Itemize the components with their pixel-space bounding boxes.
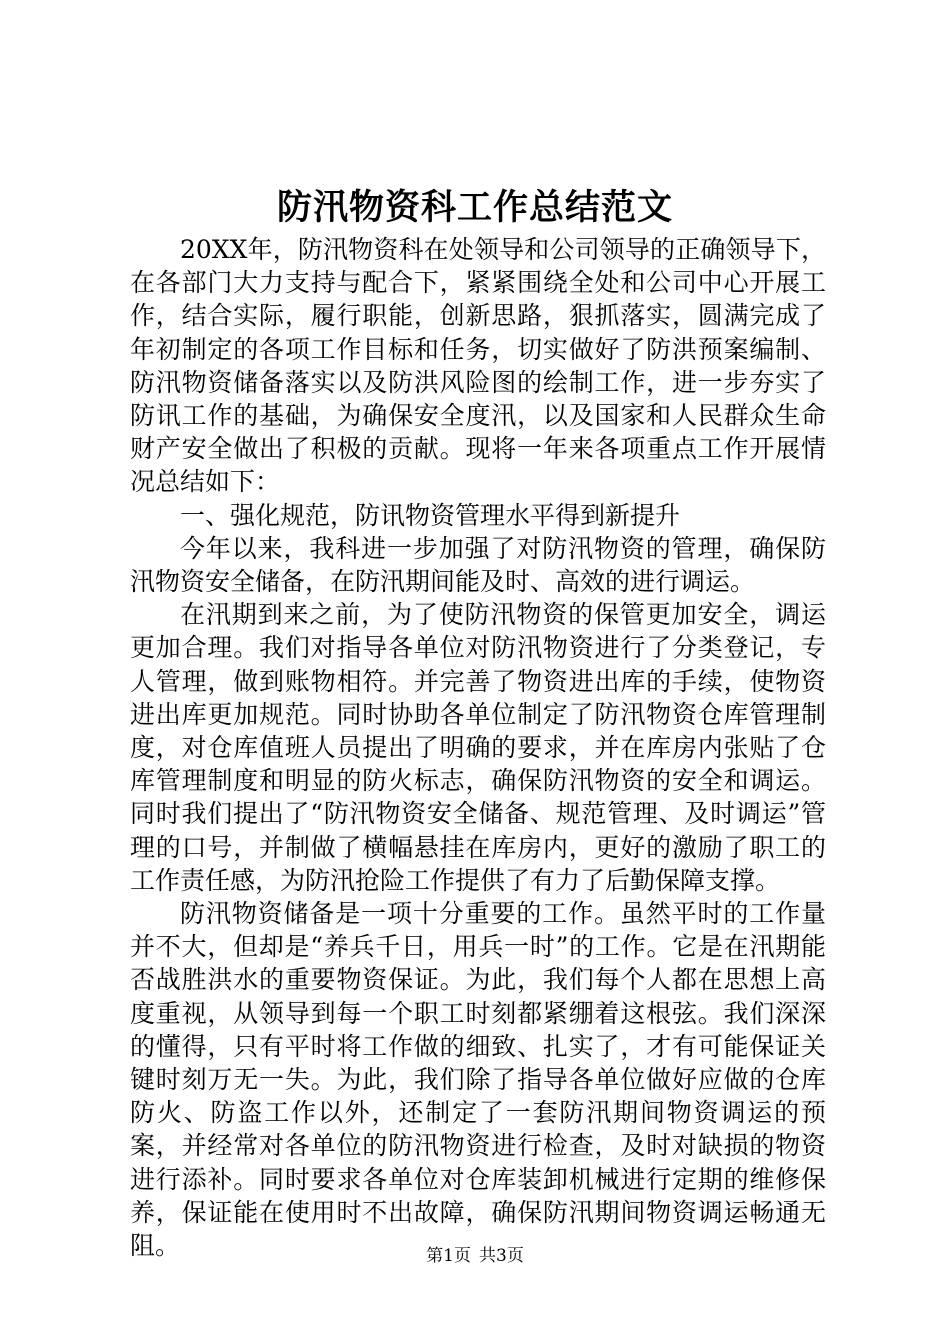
page-total: 共3页	[479, 1246, 524, 1266]
document-body	[130, 233, 826, 1262]
paragraph-intro: 20XX年，防汛物资科在处领导和公司领导的正确领导下，在各部门大力支持与配合下，紧紧围绕全处和公司中心开展工作，结合实际，履行职能，创新思路，狠抓落实，圆满完成了年初制定的各项工作目标和任务，切实做好了防洪预案编制、防汛物资储备落实以及防洪风险图的绘制工作，进一步夯实了防讯工作的基础，为确保安全度汛，以及国家和人民群众生命财产安全做出了积极的贡献。现将一年来各项重点工作开展情况总结如下：	[130, 235, 826, 497]
paragraph: 今年以来，我科进一步加强了对防汛物资的管理，确保防汛物资安全储备，在防汛期间能及时、高效的进行调运。	[130, 533, 826, 597]
document-title: 防汛物资科工作总结范文	[276, 187, 673, 228]
paragraph: 防汛物资储备是一项十分重要的工作。虽然平时的工作量并不大，但却是“养兵千日，用兵一时”的工作。它是在汛期能否战胜洪水的重要物资保证。为此，我们每个人都在思想上高度重视，从领导到每一个职工时刻都紧绷着这根弦。我们深深的懂得，只有平时将工作做的细致、扎实了，才有可能保证关键时刻万无一失。为此，我们除了指导各单位做好应做的仓库防火、防盗工作以外，还制定了一套防汛期间物资调运的预案，并经常对各单位的防汛物资进行检查，及时对缺损的物资进行添补。同时要求各单位对仓库装卸机械进行定期的维修保养，保证能在使用时不出故障，确保防汛期间物资调运畅通无阻。	[130, 899, 826, 1261]
page-footer	[0, 1244, 950, 1268]
section-heading: 一、强化规范，防讯物资管理水平得到新提升	[180, 500, 681, 530]
paragraph: 在汛期到来之前，为了使防汛物资的保管更加安全，调运更加合理。我们对指导各单位对防汛物资进行了分类登记，专人管理，做到账物相符。并完善了物资进出库的手续，使物资进出库更加规范。同时协助各单位制定了防汛物资仓库管理制度，对仓库值班人员提出了明确的要求，并在库房内张贴了仓库管理制度和明显的防火标志，确保防汛物资的安全和调运。同时我们提出了“防汛物资安全储备、规范管理、及时调运”管理的口号，并制做了横幅悬挂在库房内，更好的激励了职工的工作责任感，为防汛抢险工作提供了有力了后勤保障支撑。	[130, 600, 826, 895]
page-number: 第1页	[426, 1246, 471, 1266]
